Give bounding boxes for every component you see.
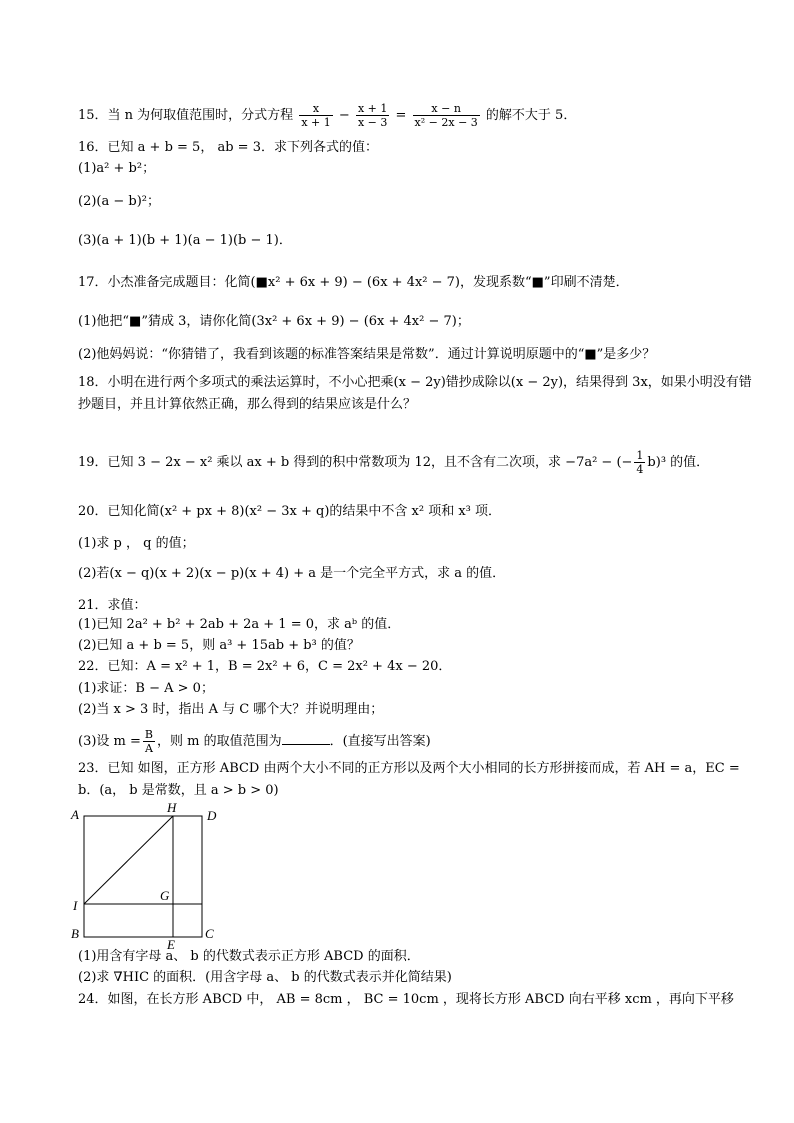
question-16-stem: 16．已知 a + b = 5， ab = 3．求下列各式的值： (78, 140, 378, 155)
label-h: H (167, 800, 177, 815)
question-20-part-1: (1)求 p ， q 的值； (78, 536, 195, 551)
question-15 (78, 102, 754, 129)
question-22-part-3 (78, 728, 754, 755)
question-20-part-2: (2)若(x − q)(x + 2)(x − p)(x + 4) + a 是一个完全平方式，求 a 的值． (78, 566, 506, 581)
label-b: B (71, 926, 79, 941)
square-diagram (66, 800, 226, 950)
question-21-part-1: (1)已知 2a² + b² + 2ab + 2a + 1 = 0，求 aᵇ 的值． (78, 617, 401, 632)
label-d: D (207, 808, 217, 823)
question-23-part-1: (1)用含有字母 a、 b 的代数式表示正方形 ABCD 的面积． (78, 949, 420, 964)
q19-prefix: 19．已知 3 − 2x − x² 乘以 ax + b 得到的积中常数项为 12，且不含有二次项，求 −7a² − (− (78, 455, 633, 470)
square-abcd (84, 816, 202, 937)
question-17-part-1: (1)他把“■”猜成 3，请你化简(3x² + 6x + 9) − (6x + 4x² − 7)； (78, 314, 470, 329)
question-22-part-1: (1)求证：B − A > 0； (78, 681, 214, 696)
q15-fraction-2: $\frac{x + 1}{x - 3}$ (357, 102, 388, 129)
question-23-part-2: (2)求 ∇HIC 的面积．(用含字母 a、 b 的代数式表示并化简结果) (78, 970, 452, 985)
q19-fraction: $\frac{1}{4}$ (636, 449, 644, 476)
label-i: I (73, 898, 78, 913)
label-e: E (167, 937, 175, 950)
q15-prefix: 15．当 n 为何取值范围时，分式方程 (78, 108, 294, 123)
q15-minus: − (338, 108, 350, 123)
label-c: C (205, 926, 214, 941)
question-16-part-1: (1)a² + b²； (78, 161, 156, 176)
q22-p3-suffix: ，则 m 的取值范围为 (157, 734, 282, 749)
q15-fraction-1: $\frac{x}{x + 1}$ (301, 102, 331, 129)
question-17-stem: 17．小杰准备完成题目：化简(■x² + 6x + 9) − (6x + 4x² − 7)，发现系数“■”印刷不清楚． (78, 275, 629, 290)
label-a: A (71, 807, 79, 822)
question-24: 24．如图，在长方形 ABCD 中， AB = 8cm ， BC = 10cm ，现将长方形 ABCD 向右平移 xcm ，再向下平移 (78, 992, 734, 1007)
question-21-stem: 21．求值： (78, 598, 147, 613)
q19-suffix: b)³ 的值． (647, 455, 710, 470)
question-16-part-2: (2)(a − b)²； (78, 194, 160, 209)
q15-suffix: 的解不大于 5． (485, 108, 577, 123)
q22-p3-fraction: $\frac{B}{A}$ (144, 728, 153, 755)
question-23-stem: 23．已知 如图，正方形 ABCD 由两个大小不同的正方形以及两个大小相同的长方形拼接而成，若 AH = a，EC = b．(a， b 是常数，且 a > b > 0) (78, 761, 740, 798)
answer-blank[interactable] (282, 732, 330, 745)
q22-p3-end: ．(直接写出答案) (329, 734, 431, 749)
question-22-stem: 22．已知：A = x² + 1，B = 2x² + 6，C = 2x² + 4x − 20． (78, 659, 452, 674)
question-18: 18．小明在进行两个多项式的乘法运算时，不小心把乘(x − 2y)错抄成除以(x − 2y)，结果得到 3x，如果小明没有错抄题目，并且计算依然正确，那么得到的结果应该是什么？ (78, 375, 752, 412)
question-17-part-2: (2)他妈妈说：“你猜错了，我看到该题的标准答案结果是常数”．通过计算说明原题中的“■”是多少？ (78, 347, 656, 362)
question-22-part-2: (2)当 x > 3 时，指出 A 与 C 哪个大？并说明理由； (78, 702, 384, 717)
label-g: G (160, 888, 170, 903)
question-16-part-3: (3)(a + 1)(b + 1)(a − 1)(b − 1)． (78, 233, 292, 248)
q15-equals: = (395, 108, 407, 123)
q15-fraction-3: $\frac{x - n}{\text{x² − 2x − 3}}$ (414, 102, 478, 129)
question-20-stem: 20．已知化简(x² + px + 8)(x² − 3x + q)的结果中不含 x² 项和 x³ 项． (78, 504, 502, 519)
question-21-part-2: (2)已知 a + b = 5，则 a³ + 15ab + b³ 的值？ (78, 638, 360, 653)
question-19 (78, 449, 754, 476)
q22-p3-prefix: (3)设 m = (78, 734, 141, 749)
